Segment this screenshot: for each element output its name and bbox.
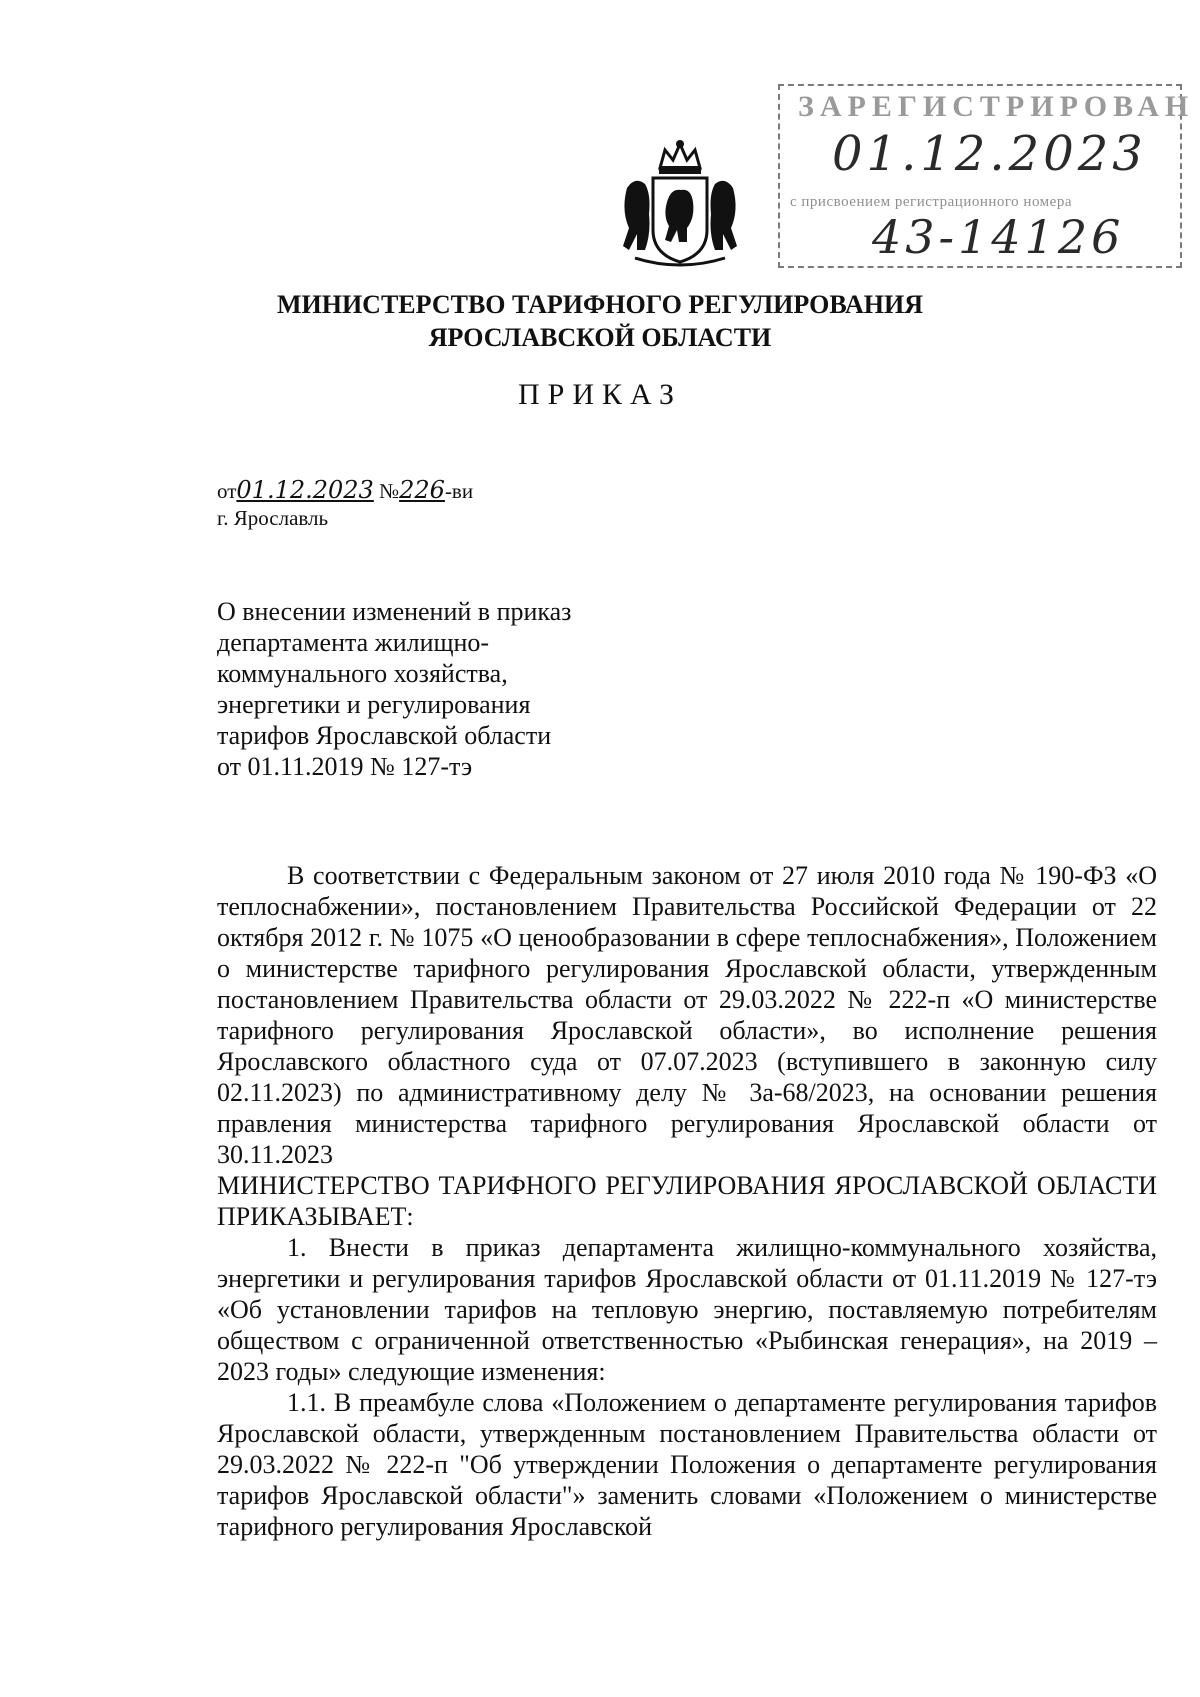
ministry-line-2: ЯРОСЛАВСКОЙ ОБЛАСТИ: [428, 323, 772, 352]
subject-line: от 01.11.2019 № 127-тэ: [217, 752, 473, 781]
subject-line: коммунального хозяйства,: [217, 659, 508, 688]
stamp-note: с присвоением регистрационного номера: [790, 194, 1072, 210]
order-handwritten-date: 01.12.2023: [236, 476, 374, 504]
order-body: [217, 860, 1157, 1542]
order-subject: [217, 596, 637, 782]
resolution-paragraph: МИНИСТЕРСТВО ТАРИФНОГО РЕГУЛИРОВАНИЯ ЯРОСЛАВСКОЙ ОБЛАСТИ ПРИКАЗЫВАЕТ:: [217, 1171, 1157, 1231]
order-city: г. Ярославль: [217, 506, 329, 530]
ministry-header: [0, 288, 1200, 354]
subject-line: тарифов Ярославской области: [217, 721, 552, 750]
coat-of-arms-emblem: [615, 138, 745, 270]
order-date-number-line: [217, 476, 473, 504]
document-type-title: ПРИКАЗ: [518, 378, 682, 411]
item-1-1-paragraph: 1.1. В преамбуле слова «Положением о департаменте регулирования тарифов Ярославской области, утвержденным постановлением Правительства области от 29.03.2022 № 222-п "Об утверждении Положения о департаменте регулирования тарифов Ярославской области"» заменить словами «Положением о министерстве тарифного регулирования Ярославской: [217, 1388, 1157, 1541]
item-1-paragraph: 1. Внести в приказ департамента жилищно-коммунального хозяйства, энергетики и регулирования тарифов Ярославской области от 01.11.2019 № 127-тэ «Об установлении тарифов на тепловую энергию, поставляемую потребителям обществом с ограниченной ответственностью «Рыбинская генерация», на 2019 – 2023 годы» следующие изменения:: [217, 1233, 1157, 1386]
order-handwritten-number: 226: [399, 476, 445, 504]
subject-line: О внесении изменений в приказ: [217, 597, 572, 626]
registration-stamp: [778, 84, 1195, 268]
order-from-label: от: [217, 479, 237, 503]
ministry-line-1: МИНИСТЕРСТВО ТАРИФНОГО РЕГУЛИРОВАНИЯ: [276, 290, 924, 319]
subject-line: энергетики и регулирования: [217, 690, 531, 719]
stamp-handwritten-number: 43-14126: [872, 210, 1125, 264]
preamble-paragraph: В соответствии с Федеральным законом от 27 июля 2010 года № 190-ФЗ «О теплоснабжении», постановлением Правительства Российской Федерации от 22 октября 2012 г. № 1075 «О ценообразовании в сфере теплоснабжения», Положением о министерстве тарифного регулирования Ярославской области, утвержденным постановлением Правительства области от 29.03.2022 № 222-п «О министерстве тарифного регулирования Ярославской области», во исполнение решения Ярославского областного суда от 07.07.2023 (вступившего в законную силу 02.11.2023) по административному делу № 3а-68/2023, на основании решения правления министерства тарифного регулирования Ярославской области от 30.11.2023: [217, 861, 1157, 1169]
subject-line: департамента жилищно-: [217, 628, 490, 657]
stamp-title: ЗАРЕГИСТРИРОВАН: [798, 90, 1195, 123]
stamp-handwritten-date: 01.12.2023: [832, 126, 1147, 182]
order-number-suffix: -ви: [444, 479, 474, 503]
order-number-sign: №: [379, 479, 400, 503]
